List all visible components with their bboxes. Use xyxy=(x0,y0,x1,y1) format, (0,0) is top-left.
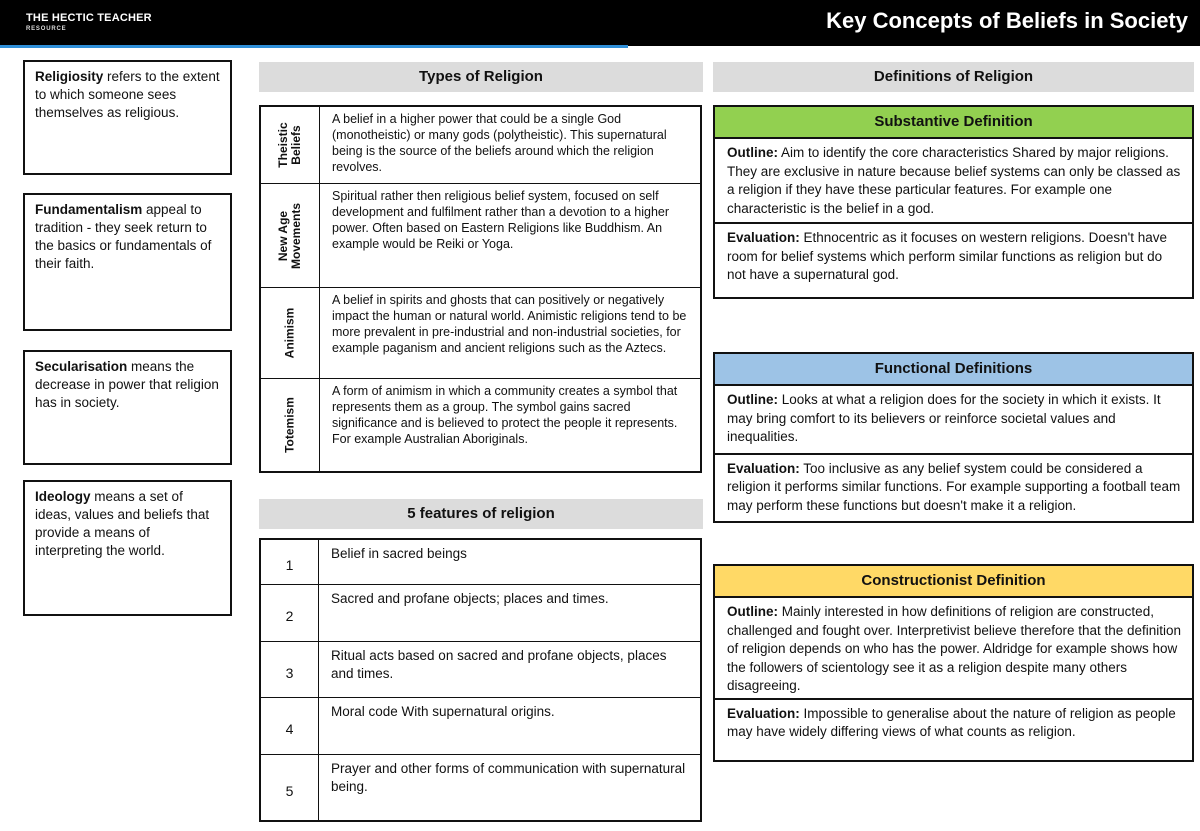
panel-title: Functional Definitions xyxy=(715,354,1192,386)
feature-text: Sacred and profane objects; places and times. xyxy=(331,591,609,606)
panel-title: Substantive Definition xyxy=(715,107,1192,139)
evaluation-text: Too inclusive as any belief system could be considered a religion it performs similar functions. For example supporting a football team may perform these functions but doesn't make it a religion. xyxy=(727,460,1181,513)
outline-cell xyxy=(715,598,1192,700)
feature-row xyxy=(261,585,700,642)
evaluation-label: Evaluation: xyxy=(727,460,800,476)
type-description: A belief in a higher power that could be a single God (monotheistic) or many gods (polytheistic). This supernatural being is the source of the beliefs around which the religion revolves. xyxy=(332,112,667,174)
definition-term: Religiosity xyxy=(35,69,104,84)
type-label-cell xyxy=(261,379,320,471)
evaluation-cell xyxy=(715,700,1192,760)
features-heading: 5 features of religion xyxy=(259,499,703,529)
definition-term: Ideology xyxy=(35,489,91,504)
feature-row xyxy=(261,540,700,585)
definition-text: appeal to tradition - they seek return to the basics or fundamentals of their faith. xyxy=(35,202,212,271)
brand-logo xyxy=(26,13,152,34)
feature-number: 1 xyxy=(261,540,319,584)
type-label: Animism xyxy=(282,307,297,359)
feature-number: 5 xyxy=(261,755,319,820)
panel-title: Constructionist Definition xyxy=(715,566,1192,598)
definition-text: means a set of ideas, values and beliefs that provide a means of interpreting the world. xyxy=(35,489,210,558)
types-heading: Types of Religion xyxy=(259,62,703,92)
definition-term: Secularisation xyxy=(35,359,128,374)
evaluation-text: Impossible to generalise about the nature of religion as people may have widely differing views of what counts as religion. xyxy=(727,705,1176,739)
feature-number: 2 xyxy=(261,585,319,641)
definitions-heading: Definitions of Religion xyxy=(713,62,1194,92)
outline-text: Mainly interested in how definitions of religion are constructed, challenged and fought over. Interpretivist believe therefore that the definition of religion depends on who has the power. Aldridge for example shows how the followers of scientology see it as a religion despite many others disagreeing. xyxy=(727,604,1182,693)
outline-cell xyxy=(715,139,1192,224)
type-label: Theistic Beliefs xyxy=(276,122,303,168)
type-row-totemism xyxy=(261,379,700,471)
outline-text: Looks at what a religion does for the society in which it exists. It may bring comfort to its believers or reinforce societal values and inequalities. xyxy=(727,392,1161,444)
definition-text: refers to the extent to which someone sees themselves as religious. xyxy=(35,69,220,120)
feature-text: Moral code With supernatural origins. xyxy=(331,704,555,719)
feature-text: Prayer and other forms of communication with supernatural being. xyxy=(331,761,686,794)
panel-constructionist-definition xyxy=(713,564,1194,762)
outline-cell xyxy=(715,386,1192,455)
feature-row xyxy=(261,642,700,698)
definition-box-religiosity xyxy=(23,60,232,175)
outline-label: Outline: xyxy=(727,604,778,619)
type-row-animism xyxy=(261,288,700,379)
evaluation-cell xyxy=(715,224,1192,297)
type-row-new-age xyxy=(261,184,700,288)
definition-text: means the decrease in power that religion has in society. xyxy=(35,359,219,410)
feature-text: Ritual acts based on sacred and profane objects, places and times. xyxy=(331,648,667,681)
type-label-cell xyxy=(261,288,320,378)
evaluation-label: Evaluation: xyxy=(727,705,800,721)
panel-functional-definitions xyxy=(713,352,1194,523)
type-label-cell xyxy=(261,107,320,183)
outline-label: Outline: xyxy=(727,392,778,407)
features-table xyxy=(259,538,702,822)
types-table xyxy=(259,105,702,473)
evaluation-label: Evaluation: xyxy=(727,230,800,245)
type-description: A belief in spirits and ghosts that can positively or negatively impact the human or natural world. Animistic religions tend to be more prevalent in pre-industrial and non-industrial societies, for example paganism and ancient religions such as the Aztecs. xyxy=(332,293,687,355)
evaluation-cell xyxy=(715,455,1192,522)
type-description: Spiritual rather then religious belief system, focused on self development and fulfilment rather than a devotion to a higher power. Often based on Eastern Religions like Buddhism. An example would be Reiki or Yoga. xyxy=(332,189,670,251)
type-label: New Age Movements xyxy=(276,202,303,269)
type-label-cell xyxy=(261,184,320,287)
feature-number: 3 xyxy=(261,642,319,697)
brand-subtitle: RESOURCE xyxy=(26,26,67,32)
brand-name: THE HECTIC TEACHER xyxy=(26,12,152,24)
definition-term: Fundamentalism xyxy=(35,202,143,217)
outline-label: Outline: xyxy=(727,145,778,160)
page-title: Key Concepts of Beliefs in Society xyxy=(826,8,1188,33)
definition-box-fundamentalism xyxy=(23,193,232,331)
header-accent-line xyxy=(0,45,628,48)
feature-row xyxy=(261,755,700,820)
type-label: Totemism xyxy=(282,397,297,453)
definition-box-ideology xyxy=(23,480,232,616)
type-row-theistic xyxy=(261,107,700,184)
panel-substantive-definition xyxy=(713,105,1194,299)
outline-text: Aim to identify the core characteristics Shared by major religions. They are exclusive in nature because belief systems can only be classed as a religion if they have these particular features. For example one characteristic is the belief in a god. xyxy=(727,145,1181,216)
definition-box-secularisation xyxy=(23,350,232,465)
feature-text: Belief in sacred beings xyxy=(331,546,467,561)
evaluation-text: Ethnocentric as it focuses on western religions. Doesn't have room for belief systems which perform similar functions as religion but do not have a supernatural god. xyxy=(727,230,1168,282)
feature-number: 4 xyxy=(261,698,319,754)
type-description: A form of animism in which a community creates a symbol that represents them as a group. The symbol gains sacred significance and is believed to protect the people it represents. For example Australian Aboriginals. xyxy=(332,384,678,446)
feature-row xyxy=(261,698,700,755)
